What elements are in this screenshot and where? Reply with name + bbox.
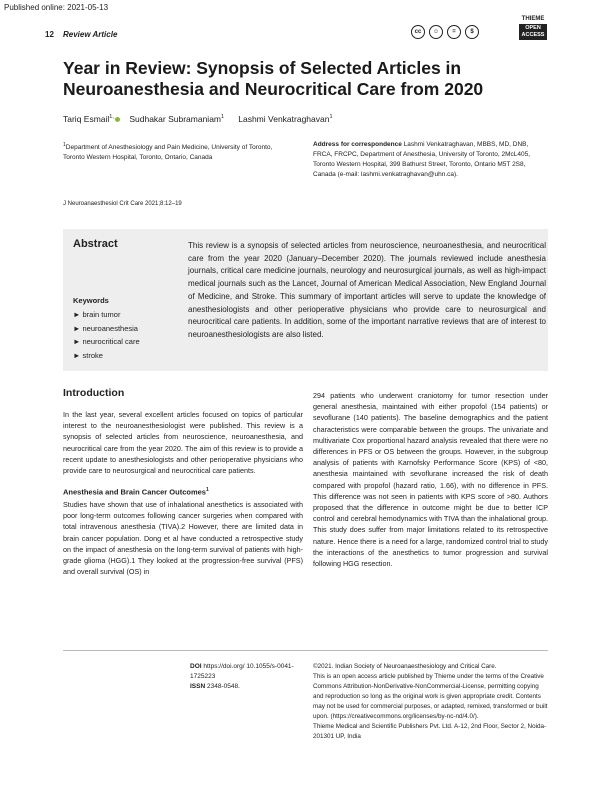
by-icon: ☺ xyxy=(429,25,443,39)
correspondence-label: Address for correspondence xyxy=(313,141,402,148)
section-label: Review Article xyxy=(63,30,118,39)
author: Tariq Esmail xyxy=(63,114,110,124)
keyword-item: ► brain tumor xyxy=(73,310,121,319)
doi-label: DOI xyxy=(190,663,202,670)
open-access-line2: ACCESS xyxy=(521,32,545,38)
nc-icon: $ xyxy=(465,25,479,39)
author-list xyxy=(63,114,333,124)
introduction-heading: Introduction xyxy=(63,387,125,399)
journal-reference: J Neuroanaesthesiol Crit Care 2021;8:12–19 xyxy=(63,201,182,207)
abstract-text: This review is a synopsis of selected articles from neuroscience, neuroanesthesia, and neurocritical care from the year 2020 (January–December 2020). The journals reviewed include anesthesia journals, critical care medicine journals, neurology and neurosurgical journals, as well as high-impact medical journals such as the Lancet, Journal of American Medical Association, New England Journal of Medicine, and Stroke. This summary of important articles will serve to update the knowledge of anesthesiologists and other perioperative physicians who provide care to neurosurgical and neurocritical care patients. In addition, some of the important narrative reviews that are of interest to neuroanesthesiologists are also listed. xyxy=(188,241,546,339)
article-title: Year in Review: Synopsis of Selected Articles in Neuroanesthesia and Neurocritical Care from 2020 xyxy=(63,58,484,99)
correspondence-text: Lashmi Venkatraghavan, MBBS, MD, DNB, FRCA, FRCPC, Department of Anesthesia, University of Toronto, 2McL405, Toronto Western Hospital, 399 Bathurst Street, Toronto, Ontario M5T 2S8, Canada (e-mail: lashmi.venkatraghavan@uhn.ca). xyxy=(313,141,530,178)
doi-link[interactable]: https://doi.org/ 10.1055/s-0041-1725223 xyxy=(190,663,294,680)
copyright: ©2021. Indian Society of Neuroanaesthesiology and Critical Care. xyxy=(313,663,497,670)
published-date: Published online: 2021-05-13 xyxy=(4,3,109,12)
page-number: 12 xyxy=(45,30,54,39)
publisher-name: THIEME xyxy=(521,16,545,22)
keyword: brain tumor xyxy=(82,310,121,319)
doi-block xyxy=(190,662,300,692)
footer-divider xyxy=(63,650,548,651)
publisher-address: Thieme Medical and Scientific Publishers Pvt. Ltd. A-12, 2nd Floor, Sector 2, Noida-201301 UP, India xyxy=(313,723,547,740)
subsection-heading xyxy=(63,485,303,498)
author-mark: 1 xyxy=(329,114,333,121)
keyword-list xyxy=(73,308,140,362)
column-left xyxy=(63,409,303,577)
keyword: neuroanesthesia xyxy=(82,323,138,333)
issn-label: ISSN xyxy=(190,683,206,690)
author-mark: 1, xyxy=(109,114,114,121)
column-right xyxy=(313,390,548,569)
copyright-block xyxy=(313,662,548,742)
cc-icon: cc xyxy=(411,25,425,39)
keyword: neurocritical care xyxy=(82,337,140,346)
body-paragraph: Studies have shown that use of inhalational anesthetics is associated with poor long-term outcomes following cancer surgeries when compared with total intravenous anesthesia (TIVA).2 However, there are limited data in brain cancer population. Dong et al have conducted a retrospective study on the impact of anesthesia on the long-term survival of patients with high-grade glioma (HGG).1 They looked at the progression-free survival (PFS) and overall survival (OS) in xyxy=(63,499,303,577)
open-access-badge xyxy=(519,24,547,40)
correspondence xyxy=(313,140,545,180)
open-access-line1: OPEN xyxy=(525,25,541,31)
author: Sudhakar Subramaniam xyxy=(129,114,222,124)
orcid-icon[interactable] xyxy=(115,117,120,122)
affiliation-number: 1 xyxy=(63,142,66,148)
keyword: stroke xyxy=(82,350,103,360)
affiliation xyxy=(63,140,283,163)
author: Lashmi Venkatraghavan xyxy=(238,114,330,124)
keyword-item: ► neuroanesthesia xyxy=(73,323,138,333)
keywords-heading: Keywords xyxy=(73,296,109,305)
affiliation-text: Department of Anesthesiology and Pain Medicine, University of Toronto, Toronto Western Hospital, Toronto, Ontario, Canada xyxy=(63,144,273,162)
abstract-heading: Abstract xyxy=(73,238,118,250)
publisher-logo xyxy=(519,16,547,40)
subsection-ref: 1 xyxy=(205,487,209,494)
subsection-title: Anesthesia and Brain Cancer Outcomes xyxy=(63,487,206,497)
nd-icon: = xyxy=(447,25,461,39)
author-mark: 1 xyxy=(221,114,225,121)
keyword-item: ► stroke xyxy=(73,350,103,360)
intro-paragraph: In the last year, several excellent articles focused on topics of particular interest to the neuroanesthesiologist were published. This review is a synopsis of selected articles from neuroscience, neuroanesthesia, and neurocritical care from the year 2020. The aim of this review is to provide a recent update to anesthesiologists and other perioperative physicians who provide care to neurosurgical and neurocritical care patients. xyxy=(63,410,303,476)
keyword-item: ► neurocritical care xyxy=(73,337,140,346)
license-text: This is an open access article published by Thieme under the terms of the Creative Commons Attribution-NonDerivative-NonCommercial-License, permitting copying and reproduction so long as the original work is given appropriate credit. Contents may not be used for commercial purposes, or adapted, remixed, transformed or built upon. (https://creativecommons.org/licenses/by-nc-nd/4.0/). xyxy=(313,673,548,720)
issn-value: 2348-0548. xyxy=(206,683,240,690)
body-paragraph: 294 patients who underwent craniotomy for tumor resection under general anesthesia, maintained with either propofol (154 patients) or sevoflurane (140 patients). The baseline demographics and the patient characteristics were comparable between the groups. The univariate and multivariate Cox proportional hazard analysis revealed that there were no differences in PFS or OS between the groups. However, in the subgroup analysis of patients with Karnofsky Performance Score (KPS) of <80, anesthesia maintained with sevoflurane increased the risk of death compared with propofol (hazard ratio, 1.66), with no difference in PFS. This difference was not seen in patients with KPS score of >80. Authors proposed that the difference in outcome might be due to better ICP control and cerebral hemodynamics with TIVA than the inhalational group. This study does suffer from major limitations related to its retrospective nature. Hence there is a need for a large, randomized control trial to study the interactions of the anesthetics to tumor progression and survival following HGG resection. xyxy=(313,391,548,569)
